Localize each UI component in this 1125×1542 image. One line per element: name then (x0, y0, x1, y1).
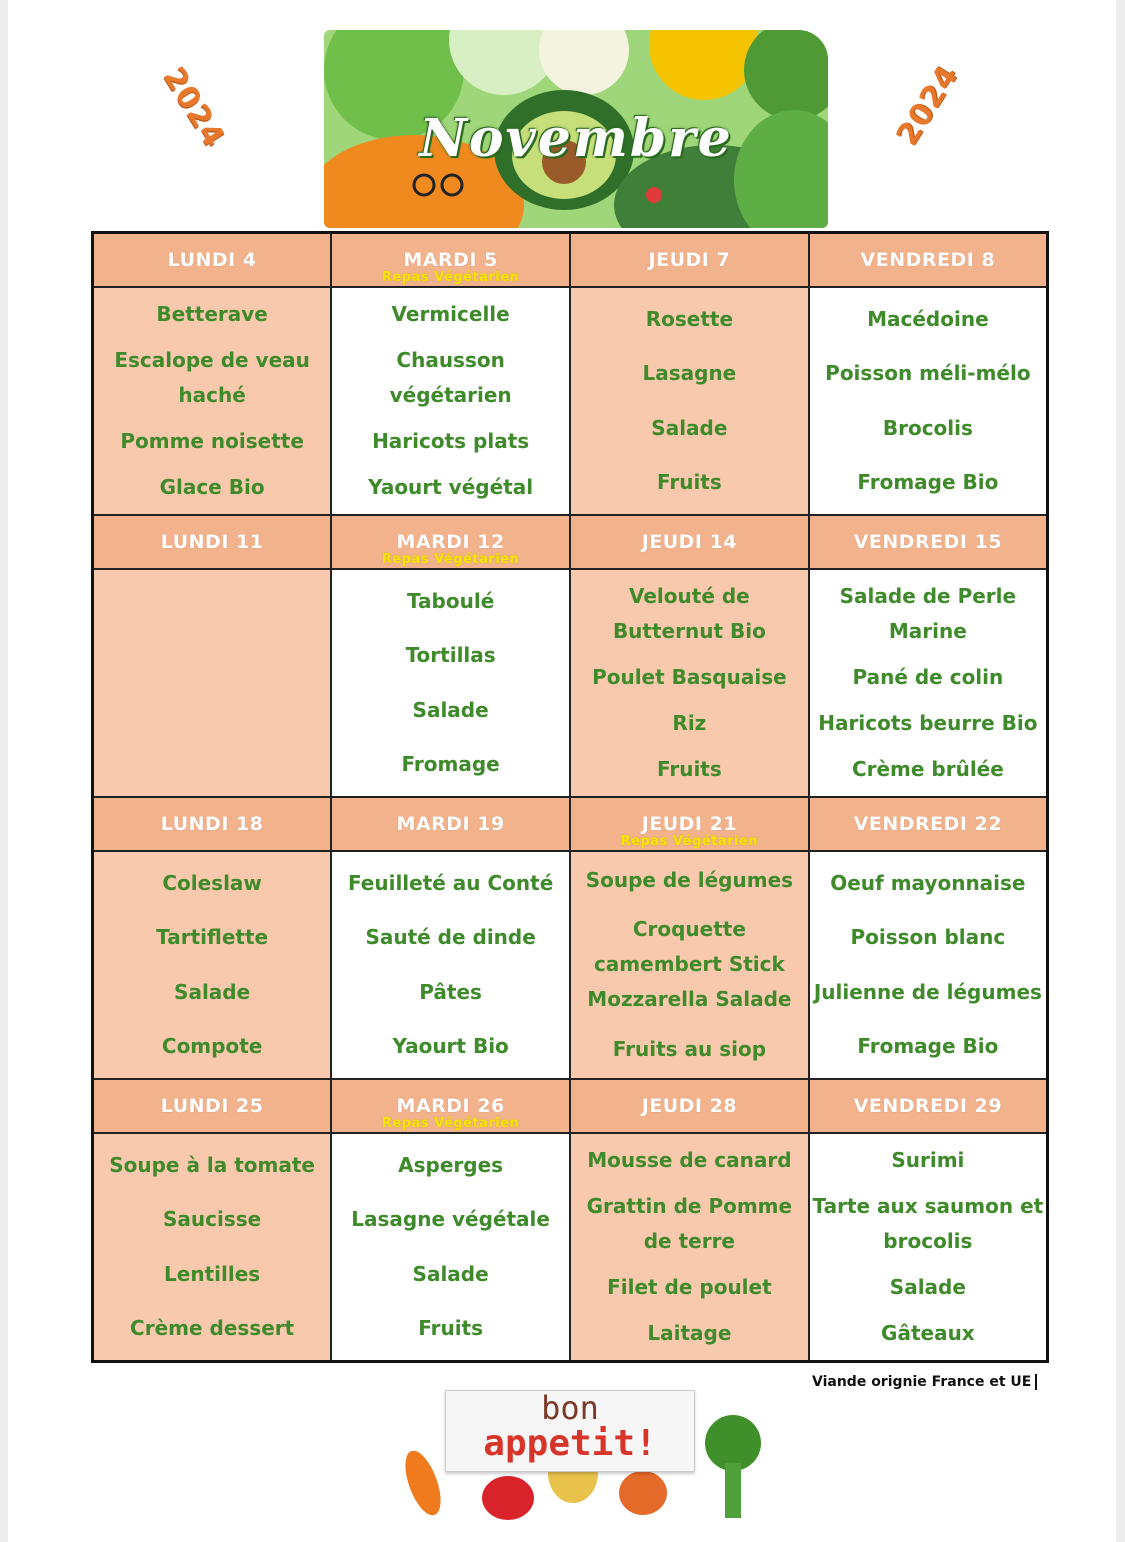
dish-item: Fruits (418, 1316, 484, 1341)
day-header (809, 1079, 1048, 1133)
vegetarian-tag: Repas Végétarien (620, 834, 759, 849)
dish-item: Feuilleté au Conté (347, 870, 554, 895)
dish-item: Fromage Bio (857, 1034, 999, 1059)
day-header (93, 1079, 332, 1133)
dish-item: Laitage (647, 1320, 732, 1345)
day-header (93, 233, 332, 288)
header-row (93, 515, 1048, 569)
dish-list (810, 288, 1046, 514)
day-menu-cell (570, 569, 809, 797)
vegetarian-tag: Repas Végétarien (381, 1116, 520, 1131)
dish-item: Vermicelle (391, 302, 510, 327)
day-label: MARDI 12 (396, 531, 505, 553)
year-right: 2024 (889, 59, 966, 152)
day-menu-cell (809, 569, 1048, 797)
dish-item: Haricots plats (372, 428, 530, 453)
header-row (93, 1079, 1048, 1133)
dish-list (810, 570, 1046, 796)
dishes-row (93, 851, 1048, 1079)
month-banner (324, 30, 828, 228)
day-header (570, 797, 809, 851)
day-menu-cell (570, 287, 809, 515)
day-menu-cell (93, 287, 332, 515)
day-label: VENDREDI 22 (853, 813, 1003, 835)
dishes-row (93, 569, 1048, 797)
dish-list (810, 852, 1046, 1078)
header-row (93, 797, 1048, 851)
dish-item: Oeuf mayonnaise (830, 870, 1026, 895)
menu-sheet (8, 0, 1116, 1542)
dish-list (94, 570, 330, 796)
dish-item: Taboulé (406, 588, 495, 613)
dish-item: Coleslaw (162, 870, 262, 895)
dish-item: Salade de Perle Marine (839, 584, 1017, 644)
day-label: LUNDI 11 (160, 531, 264, 553)
day-header (93, 797, 332, 851)
dish-item: Velouté de Butternut Bio (612, 584, 766, 644)
header-row (93, 233, 1048, 288)
dish-item: Soupe à la tomate (109, 1152, 315, 1177)
dish-list (571, 570, 808, 796)
dish-list (571, 288, 808, 514)
day-header (331, 797, 570, 851)
vegetarian-tag: Repas Végétarien (381, 552, 520, 567)
dish-item: Salade (412, 1261, 489, 1286)
day-label: JEUDI 28 (641, 1095, 738, 1117)
dish-item: Yaourt Bio (392, 1034, 509, 1059)
dish-list (94, 1134, 330, 1360)
dish-item: Asperges (398, 1152, 504, 1177)
dish-item: Tartiflette (156, 925, 269, 950)
day-menu-cell (331, 1133, 570, 1362)
dish-item: Filet de poulet (607, 1274, 772, 1299)
day-menu-cell (331, 569, 570, 797)
dish-item: Lasagne végétale (351, 1207, 550, 1232)
dish-list (810, 1134, 1046, 1360)
day-menu-cell (93, 1133, 332, 1362)
day-header (331, 233, 570, 288)
day-label: VENDREDI 15 (853, 531, 1003, 553)
dish-item: Crème dessert (130, 1316, 295, 1341)
dish-item: Compote (161, 1034, 263, 1059)
sign-line-1: bon (541, 1389, 599, 1427)
day-menu-cell (570, 851, 809, 1079)
dish-item: Pâtes (419, 979, 482, 1004)
dish-item: Tarte aux saumon et brocolis (812, 1194, 1044, 1254)
dish-item: Julienne de légumes (813, 979, 1042, 1004)
dish-item: Soupe de légumes (585, 868, 794, 893)
day-menu-cell (809, 287, 1048, 515)
dish-item: Poisson blanc (850, 925, 1006, 950)
dish-item: Tortillas (405, 643, 496, 668)
day-header (570, 1079, 809, 1133)
day-menu-cell (93, 851, 332, 1079)
dish-list (332, 852, 569, 1078)
day-menu-cell (809, 1133, 1048, 1362)
dish-list (332, 288, 569, 514)
dish-item: Surimi (891, 1148, 965, 1173)
dish-item: Brocolis (882, 415, 973, 440)
dish-item: Pané de colin (852, 665, 1004, 690)
day-label: LUNDI 18 (160, 813, 264, 835)
dish-item: Lentilles (164, 1261, 261, 1286)
dish-list (332, 570, 569, 796)
dish-item: Saucisse (163, 1207, 262, 1232)
dish-list (332, 1134, 569, 1360)
day-header (93, 515, 332, 569)
dish-list (94, 852, 330, 1078)
day-label: LUNDI 25 (160, 1095, 264, 1117)
dish-item: Sauté de dinde (365, 925, 536, 950)
dish-item: Croquette camembert Stick Mozzarella Salade (587, 917, 792, 1012)
dish-item: Mousse de canard (587, 1148, 792, 1173)
meat-origin-note: Viande orignie France et UE (812, 1374, 1037, 1390)
dish-item: Fruits (656, 470, 722, 495)
dish-item: Salade (174, 979, 251, 1004)
dish-item: Pomme noisette (120, 428, 304, 453)
day-menu-cell (93, 569, 332, 797)
dish-item: Salade (889, 1274, 966, 1299)
day-label: MARDI 5 (403, 249, 498, 271)
dish-item: Betterave (156, 302, 268, 327)
dish-item: Riz (672, 710, 707, 735)
dishes-row (93, 287, 1048, 515)
dish-item: Fruits au siop (612, 1036, 767, 1061)
dish-item: Lasagne (642, 361, 737, 386)
dish-item: Salade (651, 415, 728, 440)
dish-item: Yaourt végétal (368, 474, 534, 499)
dish-item: Rosette (645, 306, 734, 331)
dish-item: Grattin de Pomme de terre (586, 1194, 793, 1254)
month-title: Novembre (419, 108, 733, 169)
day-label: JEUDI 14 (641, 531, 738, 553)
dish-item: Fruits (656, 756, 722, 781)
day-label: VENDREDI 8 (860, 249, 996, 271)
vegetarian-tag: Repas Végétarien (381, 270, 520, 285)
day-label: VENDREDI 29 (853, 1095, 1003, 1117)
dish-item: Chausson végétarien (389, 348, 512, 408)
dish-item: Fromage (401, 752, 500, 777)
dish-item: Poulet Basquaise (592, 665, 787, 690)
day-menu-cell (331, 851, 570, 1079)
dish-item: Salade (412, 697, 489, 722)
dish-item: Haricots beurre Bio (818, 710, 1038, 735)
dish-item: Gâteaux (881, 1320, 975, 1345)
dish-item: Crème brûlée (851, 756, 1004, 781)
day-menu-cell (331, 287, 570, 515)
dishes-row (93, 1133, 1048, 1362)
year-left: 2024 (155, 61, 232, 154)
day-menu-cell (570, 1133, 809, 1362)
dish-list (94, 288, 330, 514)
day-header (809, 233, 1048, 288)
day-label: JEUDI 7 (648, 249, 731, 271)
day-header (570, 233, 809, 288)
dish-list (571, 852, 808, 1078)
day-header (809, 515, 1048, 569)
day-header (809, 797, 1048, 851)
dish-item: Fromage Bio (857, 470, 999, 495)
sign-line-2: appetit! (483, 1423, 657, 1464)
day-header (331, 515, 570, 569)
dish-item: Poisson méli-mélo (825, 361, 1031, 386)
day-label: JEUDI 21 (641, 813, 738, 835)
dish-item: Glace Bio (159, 474, 265, 499)
dish-item: Macédoine (867, 306, 989, 331)
bon-appetit-sign (445, 1390, 695, 1472)
day-label: MARDI 26 (396, 1095, 505, 1117)
day-label: MARDI 19 (396, 813, 505, 835)
dish-list (571, 1134, 808, 1360)
day-menu-cell (809, 851, 1048, 1079)
menu-table (91, 231, 1049, 1363)
day-header (570, 515, 809, 569)
dish-item: Escalope de veau haché (114, 348, 310, 408)
day-header (331, 1079, 570, 1133)
day-label: LUNDI 4 (167, 249, 257, 271)
